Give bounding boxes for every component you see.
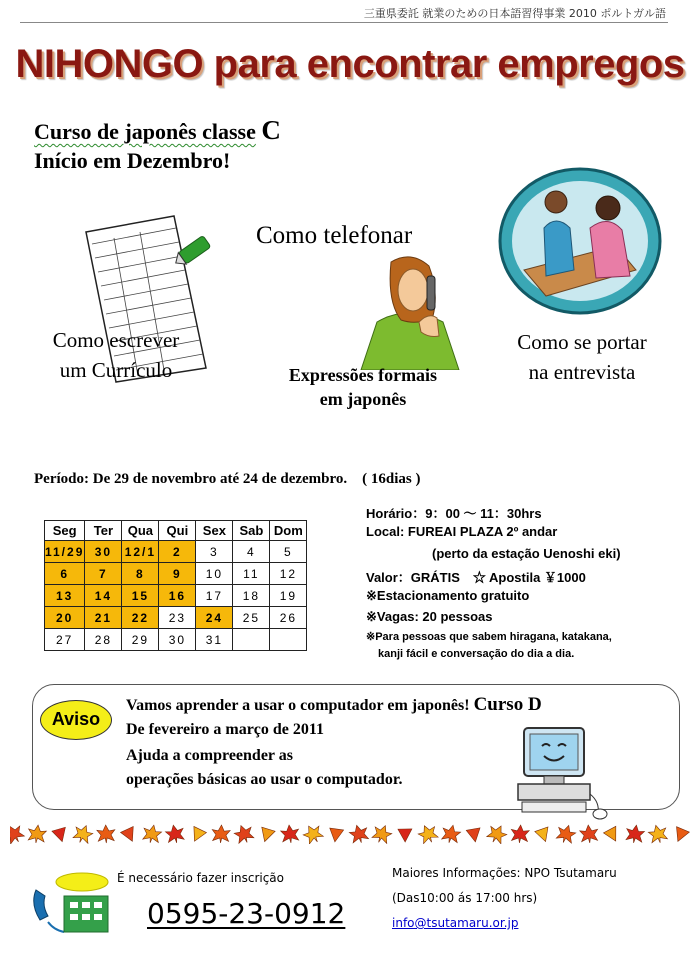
calendar-day-cell: 12 xyxy=(270,563,307,585)
leaf-icon xyxy=(647,824,669,844)
leaf-icon xyxy=(280,824,300,844)
calendar-day-cell: 28 xyxy=(85,629,122,651)
calendar-week-row xyxy=(45,585,307,607)
topic-formal xyxy=(245,363,481,411)
leaf-icon xyxy=(121,827,139,844)
contact-email-link[interactable]: info@tsutamaru.or.jp xyxy=(392,916,519,930)
header-rule xyxy=(20,22,668,23)
course-calendar xyxy=(44,520,307,651)
calendar-day-cell xyxy=(233,629,270,651)
leaf-icon xyxy=(232,824,255,844)
calendar-day-cell: 6 xyxy=(45,563,85,585)
leaf-icon xyxy=(440,824,462,844)
leaf-icon xyxy=(10,824,26,844)
calendar-day-cell: 18 xyxy=(233,585,270,607)
leaf-icon xyxy=(212,825,231,844)
info-price: Valor：GRÁTIS ☆ Apostila ￥1000 xyxy=(366,570,586,585)
info-parking: ※Estacionamento gratuito xyxy=(366,588,530,603)
calendar-day-cell: 21 xyxy=(85,607,122,629)
leaf-icon xyxy=(27,824,47,844)
leaf-icon xyxy=(466,828,482,843)
calendar-day-cell: 4 xyxy=(233,541,270,563)
notice-badge: Aviso xyxy=(40,700,112,740)
calendar-day-cell: 27 xyxy=(45,629,85,651)
calendar-week-row xyxy=(45,629,307,651)
woman-phone-illustration xyxy=(357,252,463,370)
info-schedule: Horário：9：00 ～ 11：30hrs xyxy=(366,506,542,521)
leaf-icon xyxy=(71,824,94,844)
leaf-icon xyxy=(625,824,646,844)
calendar-day-cell: 13 xyxy=(45,585,85,607)
leaf-icon xyxy=(141,824,162,844)
notice-line-4: operações básicas ao usar o computador. xyxy=(126,771,403,788)
calendar-day-cell: 10 xyxy=(196,563,233,585)
leaf-icon xyxy=(52,827,69,843)
info-requirement-2: kanji fácil e conversação do dia a dia. xyxy=(378,648,575,660)
page-title: NIHONGO para encontrar empregos xyxy=(15,42,685,86)
calendar-day-cell: 20 xyxy=(45,607,85,629)
calendar-day-cell: 14 xyxy=(85,585,122,607)
calendar-week-row xyxy=(45,563,307,585)
notice-course-label: Curso D xyxy=(473,694,542,715)
leaf-icon xyxy=(258,827,275,844)
course-title-prefix: Curso de japonês classe xyxy=(34,119,256,144)
computer-icon xyxy=(514,724,610,820)
topic-resume-line2: um Currículo xyxy=(59,358,173,382)
course-period: Período: De 29 de novembro até 24 de dezembro. ( 16dias ) xyxy=(34,471,421,487)
registration-note: É necessário fazer inscrição xyxy=(117,871,285,885)
info-location-detail: (perto da estação Uenoshi eki) xyxy=(432,546,621,561)
notice-line-2: De fevereiro a março de 2011 xyxy=(126,721,325,738)
calendar-header-0: Seg xyxy=(45,521,85,541)
calendar-day-cell: 8 xyxy=(122,563,159,585)
phone-number[interactable]: 0595-23-0912 xyxy=(147,897,346,930)
contact-org: Maiores Informações: NPO Tsutamaru xyxy=(392,866,617,880)
calendar-day-cell: 26 xyxy=(270,607,307,629)
course-title xyxy=(34,115,281,146)
calendar-header-1: Ter xyxy=(85,521,122,541)
info-location: Local: FUREAI PLAZA 2º andar xyxy=(366,524,558,539)
leaf-icon xyxy=(485,824,509,844)
calendar-header-5: Sab xyxy=(233,521,270,541)
calendar-day-cell: 19 xyxy=(270,585,307,607)
calendar-day-cell: 11 xyxy=(233,563,270,585)
calendar-day-cell: 15 xyxy=(122,585,159,607)
calendar-day-cell: 5 xyxy=(270,541,307,563)
calendar-day-cell: 25 xyxy=(233,607,270,629)
leaf-icon xyxy=(97,825,116,844)
calendar-day-cell: 30 xyxy=(85,541,122,563)
calendar-week-row xyxy=(45,541,307,563)
calendar-day-cell xyxy=(270,629,307,651)
calendar-header-6: Dom xyxy=(270,521,307,541)
calendar-body xyxy=(45,541,307,651)
calendar-day-cell: 2 xyxy=(159,541,196,563)
calendar-day-cell: 3 xyxy=(196,541,233,563)
leaf-icon xyxy=(328,828,344,843)
topic-formal-line2: em japonês xyxy=(319,389,407,409)
calendar-day-cell: 22 xyxy=(122,607,159,629)
calendar-header-row xyxy=(45,521,307,541)
leaf-icon xyxy=(301,824,325,844)
info-vacancies: ※Vagas: 20 pessoas xyxy=(366,609,493,624)
course-start: Início em Dezembro! xyxy=(34,148,231,173)
leaf-icon xyxy=(510,824,529,843)
topic-interview-line2: na entrevista xyxy=(528,360,636,384)
calendar-day-cell: 12/1 xyxy=(122,541,159,563)
calendar-day-cell: 11/29 xyxy=(45,541,85,563)
topic-resume-line1: Como escrever xyxy=(52,328,180,352)
calendar-day-cell: 23 xyxy=(159,607,196,629)
topic-resume xyxy=(30,325,202,385)
leaf-icon xyxy=(348,824,370,844)
notice-line-3: Ajuda a compreender as xyxy=(126,747,293,764)
calendar-day-cell: 9 xyxy=(159,563,196,585)
calendar-day-cell: 30 xyxy=(159,629,196,651)
leaf-icon xyxy=(164,824,185,844)
leaf-icon xyxy=(398,829,412,842)
notice-line-1 xyxy=(126,694,542,716)
calendar-header-3: Qui xyxy=(159,521,196,541)
leaf-icon xyxy=(671,827,689,844)
leaf-icon xyxy=(579,824,599,844)
calendar-day-cell: 17 xyxy=(196,585,233,607)
contact-hours: (Das10:00 ás 17:00 hrs) xyxy=(392,891,538,905)
calendar-day-cell: 24 xyxy=(196,607,233,629)
calendar-header-2: Qua xyxy=(122,521,159,541)
header-note: 三重県委託 就業のための日本語習得事業 2010 ポルトガル語 xyxy=(363,7,666,20)
leaves-decoration xyxy=(10,824,694,844)
calendar-day-cell: 7 xyxy=(85,563,122,585)
topic-interview-line1: Como se portar xyxy=(517,330,647,354)
leaf-icon xyxy=(603,826,621,844)
calendar-day-cell: 31 xyxy=(196,629,233,651)
calendar-day-cell: 16 xyxy=(159,585,196,607)
info-requirement-1: ※Para pessoas que sabem hiragana, katakana, xyxy=(366,631,612,643)
leaf-icon xyxy=(416,824,440,844)
leaf-icon xyxy=(370,824,393,844)
leaf-icon xyxy=(555,824,578,844)
calendar-day-cell: 29 xyxy=(122,629,159,651)
interview-illustration xyxy=(496,166,664,316)
calendar-header-4: Sex xyxy=(196,521,233,541)
calendar-week-row xyxy=(45,607,307,629)
course-class: C xyxy=(261,115,281,145)
leaf-icon xyxy=(188,826,206,844)
notice-line-1-text: Vamos aprender a usar o computador em japonês! xyxy=(126,697,470,714)
leaf-icon xyxy=(535,827,552,844)
topic-interview xyxy=(500,327,664,387)
topic-phone-title: Como telefonar xyxy=(256,222,413,249)
topic-formal-line1: Expressões formais xyxy=(288,365,438,385)
phone-icon xyxy=(30,872,112,936)
